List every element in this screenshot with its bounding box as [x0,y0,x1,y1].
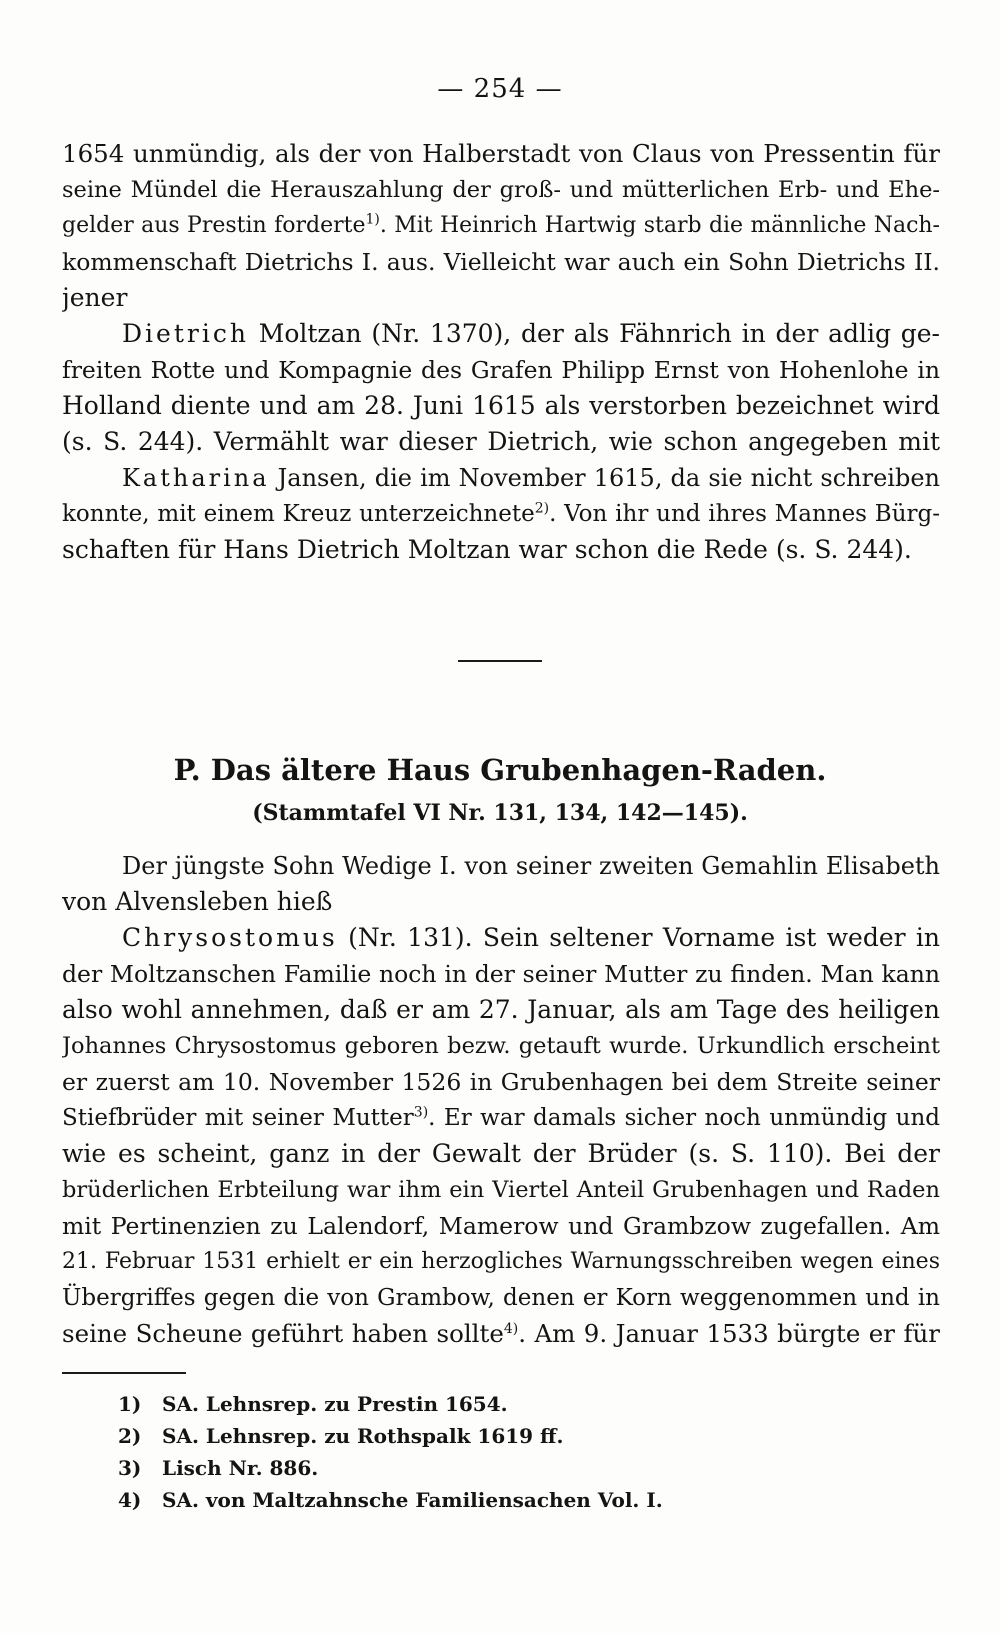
text-line: mit Pertinenzien zu Lalendorf, Mamerow und Grambzow zugefallen. Am [62,1212,940,1240]
spaced-name: Katharina [122,464,270,492]
footnote-ref: 4) [503,1320,519,1337]
footnote [118,1452,938,1484]
text-line [62,920,940,956]
section-title: P. Das ältere Haus Grubenhagen-Raden. [173,753,827,787]
text-segment: . Er war damals sicher noch unmündig und [428,1105,940,1131]
footnote-marker: 2) [118,1424,142,1448]
text-line: wie es scheint, ganz in der Gewalt der Brüder (s. S. 110). Bei der [62,1139,940,1168]
text-line [62,208,940,244]
text-line: also wohl annehmen, daß er am 27. Januar, als am Tage des heiligen [62,995,940,1024]
text-segment: . Am 9. Januar 1533 bürgte er für [518,1319,940,1348]
text-segment: . Mit Heinrich Hartwig starb die männliche Nach- [379,213,940,238]
text-line: freiten Rotte und Kompagnie des Grafen Philipp Ernst von Hohenlohe in [62,356,940,384]
footnote-marker: 3) [118,1456,142,1480]
footnote [118,1388,938,1420]
text-line: Der jüngste Sohn Wedige I. von seiner zweiten Gemahlin Elisabeth [122,852,940,880]
footnote-ref: 2) [534,500,550,517]
text-line: 21. Februar 1531 erhielt er ein herzogliches Warnungsschreiben wegen eines [62,1249,940,1274]
footnote-text: Lisch Nr. 886. [162,1456,319,1480]
text-segment: Jansen, die im November 1615, da sie nicht schreiben [269,464,940,492]
section-separator [458,660,542,662]
spaced-name: Dietrich [122,319,249,348]
footnote [118,1420,938,1452]
text-segment: Moltzan (Nr. 1370), der als Fähnrich in der adlig ge- [248,319,940,348]
spaced-name: Chrysostomus [122,923,338,952]
text-line: Übergriffes gegen die von Grambow, denen er Korn weggenommen und in [62,1285,940,1311]
text-line: (s. S. 244). Vermählt war dieser Dietrich, wie schon angegeben mit [62,427,940,456]
paragraph-1 [62,136,940,568]
footnote-marker: 1) [118,1392,142,1416]
footnote-ref: 3) [413,1104,429,1121]
text-segment: seine Scheune geführt haben sollte [62,1319,504,1348]
footnote-ref: 1) [365,211,380,228]
text-line [62,460,940,496]
text-line: Johannes Chrysostomus geboren bezw. getauft wurde. Urkundlich erscheint [62,1033,940,1059]
text-line: Holland diente und am 28. Juni 1615 als verstorben bezeichnet wird [62,391,940,420]
footnotes [118,1388,938,1516]
text-line: kommenschaft Dietrichs I. aus. Vielleicht war auch ein Sohn Dietrichs II. [62,248,940,276]
text-line [62,1316,940,1352]
text-line: brüderlichen Erbteilung war ihm ein Viertel Anteil Grubenhagen und Raden [62,1177,940,1203]
text-line: seine Mündel die Herauszahlung der groß- und mütterlichen Erb- und Ehe- [62,177,940,203]
footnote-text: SA. Lehnsrep. zu Rothspalk 1619 ff. [162,1424,564,1448]
text-segment: konnte, mit einem Kreuz unterzeichnete [62,501,535,527]
paragraph-2 [62,848,940,1352]
text-line: jener [62,283,128,312]
text-line: von Alvensleben hieß [62,887,333,916]
text-line [62,496,940,532]
footnote [118,1484,938,1516]
text-segment: Stiefbrüder mit seiner Mutter [62,1105,414,1131]
text-segment: (Nr. 131). Sein seltener Vorname ist weder in [337,923,940,952]
text-segment: gelder aus Prestin forderte [62,213,366,238]
text-line [62,316,940,352]
text-line: er zuerst am 10. November 1526 in Grubenhagen bei dem Streite seiner [62,1068,940,1096]
text-line: 1654 unmündig, als der von Halberstadt von Claus von Pressentin für [62,139,940,168]
footnote-rule [62,1372,186,1374]
text-line: schaften für Hans Dietrich Moltzan war schon die Rede (s. S. 244). [62,535,912,564]
text-segment: . Von ihr und ihres Mannes Bürg- [549,501,940,527]
page-number: — 254 — [437,74,563,104]
footnote-text: SA. von Maltzahnsche Familiensachen Vol. I. [162,1488,663,1512]
footnote-marker: 4) [118,1488,142,1512]
text-line [62,1100,940,1136]
footnote-text: SA. Lehnsrep. zu Prestin 1654. [162,1392,508,1416]
section-subtitle: (Stammtafel VI Nr. 131, 134, 142—145). [252,800,748,826]
text-line: der Moltzanschen Familie noch in der seiner Mutter zu finden. Man kann [62,960,940,988]
